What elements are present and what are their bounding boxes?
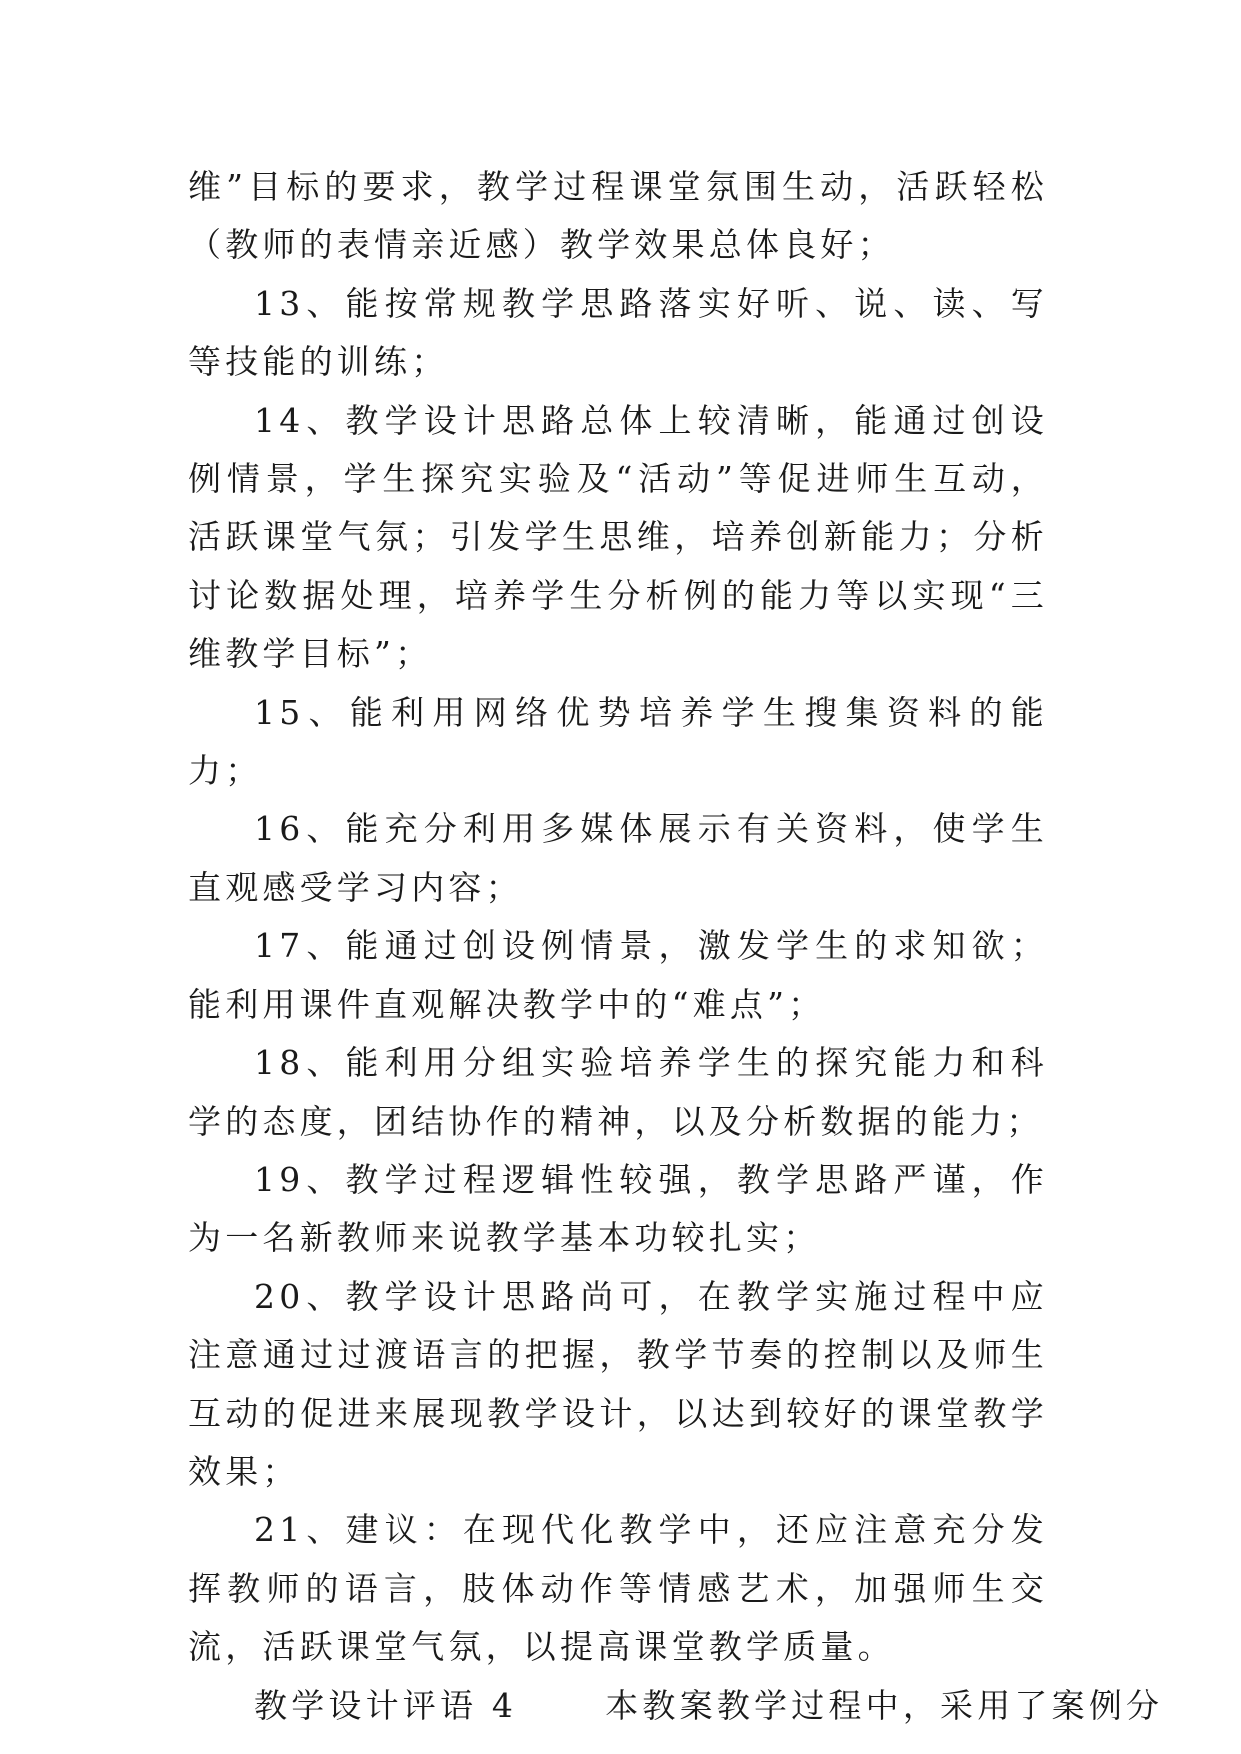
- section-start-line: [188, 1677, 1164, 1735]
- paragraph-item-15: 15、能利用网络优势培养学生搜集资料的能力；: [188, 692, 1048, 791]
- paragraph-item-19: 19、教学过程逻辑性较强，教学思路严谨，作为一名新教师来说教学基本功较扎实；: [188, 1159, 1048, 1258]
- paragraph-item-16: 16、能充分利用多媒体展示有关资料，使学生直观感受学习内容；: [188, 809, 1048, 907]
- paragraph-item-21: 21、建议：在现代化教学中，还应注意充分发挥教师的语言，肢体动作等情感艺术，加强师生交流，活跃课堂气氛，以提高课堂教学质量。: [188, 1510, 1048, 1667]
- paragraph-item-13: 13、能按常规教学思路落实好听、说、读、写等技能的训练；: [188, 283, 1048, 382]
- section-heading: 教学设计评语 4: [254, 1685, 518, 1725]
- paragraph-item-18: 18、能利用分组实验培养学生的探究能力和科学的态度，团结协作的精神，以及分析数据的能力；: [188, 1043, 1048, 1141]
- paragraph-continuation: 维”目标的要求，教学过程课堂氛围生动，活跃轻松（教师的表情亲近感）教学效果总体良好；: [188, 167, 1048, 265]
- paragraph-item-20: 20、教学设计思路尚可，在教学实施过程中应注意通过过渡语言的把握，教学节奏的控制以及师生互动的促进来展现教学设计，以达到较好的课堂教学效果；: [188, 1276, 1048, 1491]
- body-text: [188, 158, 1164, 1735]
- paragraph-item-17: 17、能通过创设例情景，激发学生的求知欲；能利用课件直观解决教学中的“难点”；: [188, 926, 1048, 1024]
- section-first-sentence: 本教案教学过程中，采用了案例分: [605, 1685, 1164, 1725]
- paragraph-item-14: 14、教学设计思路总体上较清晰，能通过创设例情景，学生探究实验及“活动”等促进师生互动，活跃课堂气氛；引发学生思维，培养创新能力；分析讨论数据处理，培养学生分析例的能力等以实现“三维教学目标”；: [188, 400, 1048, 674]
